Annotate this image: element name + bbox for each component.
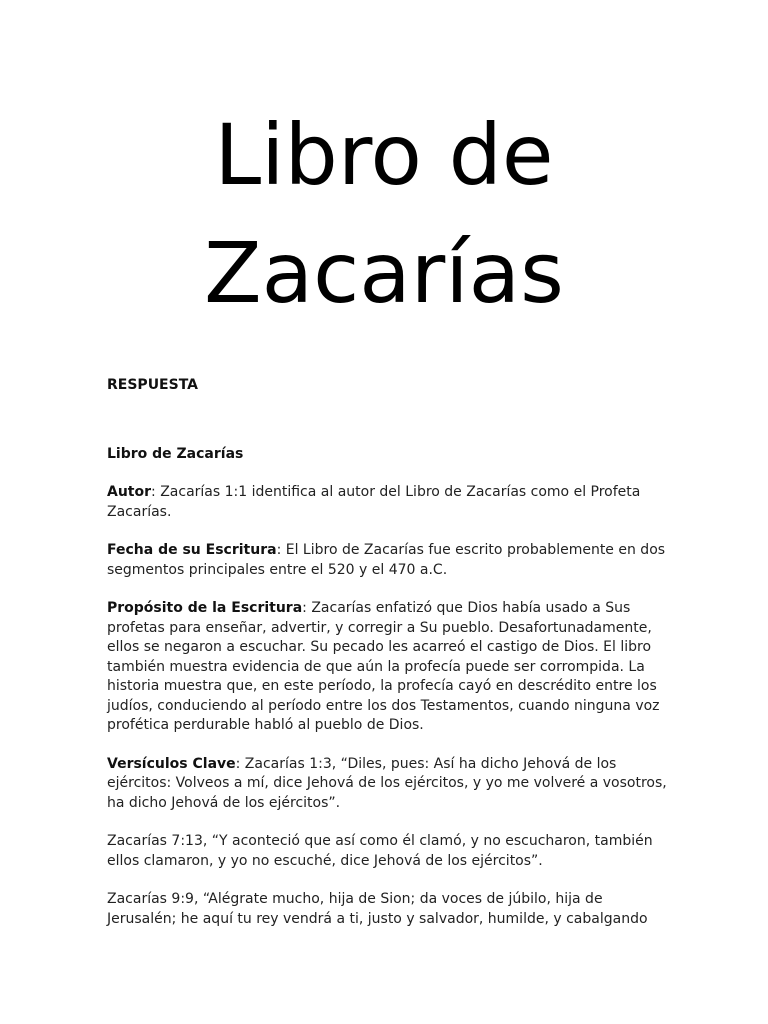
verse-paragraph-2: Zacarías 7:13, “Y aconteció que así como él clamó, y no escucharon, también ellos clamaron, y yo no escuché, dice Jehová de los ejércitos”. [107,833,653,869]
title-line-1: Libro de [214,106,554,204]
key-verses-paragraph [107,755,667,814]
purpose-text: : Zacarías enfatizó que Dios había usado a Sus profetas para enseñar, advertir, y corregir a Su pueblo. Desafortunadamente, ellos se negaron a escuchar. Su pecado les acarreó el castigo de Dios. El libro también muestra evidencia de que aún la profecía puede ser corrompida. La historia muestra que, en este período, la profecía cayó en descrédito entre los judíos, conduciendo al período entre los dos Testamentos, cuando ninguna voz profética perdurable habló al pueblo de Dios. [107,600,660,733]
author-text: : Zacarías 1:1 identifica al autor del Libro de Zacarías como el Profeta Zacarías. [107,484,641,520]
purpose-label: Propósito de la Escritura [107,600,303,616]
author-paragraph [107,483,667,522]
key-verses-text: : Zacarías 1:3, “Diles, pues: Así ha dicho Jehová de los ejércitos: Volveos a mí, dice Jehová de los ejércitos, y yo me volveré a vosotros, ha dicho Jehová de los ejércitos”. [107,755,667,811]
author-label: Autor [107,484,152,500]
date-text: : El Libro de Zacarías fue escrito probablemente en dos segmentos principales entre el 520 y el 470 a.C. [107,542,666,578]
section-subtitle: Libro de Zacarías [107,445,244,462]
purpose-paragraph [107,599,667,736]
title-line-2: Zacarías [204,224,564,322]
date-label: Fecha de su Escritura [107,542,277,558]
key-verses-label: Versículos Clave [107,755,236,772]
document-title [0,96,768,332]
respuesta-heading: RESPUESTA [107,377,198,393]
document-body [107,376,667,948]
date-paragraph [107,541,667,580]
verse-paragraph-3: Zacarías 9:9, “Alégrate mucho, hija de Sion; da voces de júbilo, hija de Jerusalén; he aquí tu rey vendrá a ti, justo y salvador, humilde, y cabalgando [107,891,648,927]
